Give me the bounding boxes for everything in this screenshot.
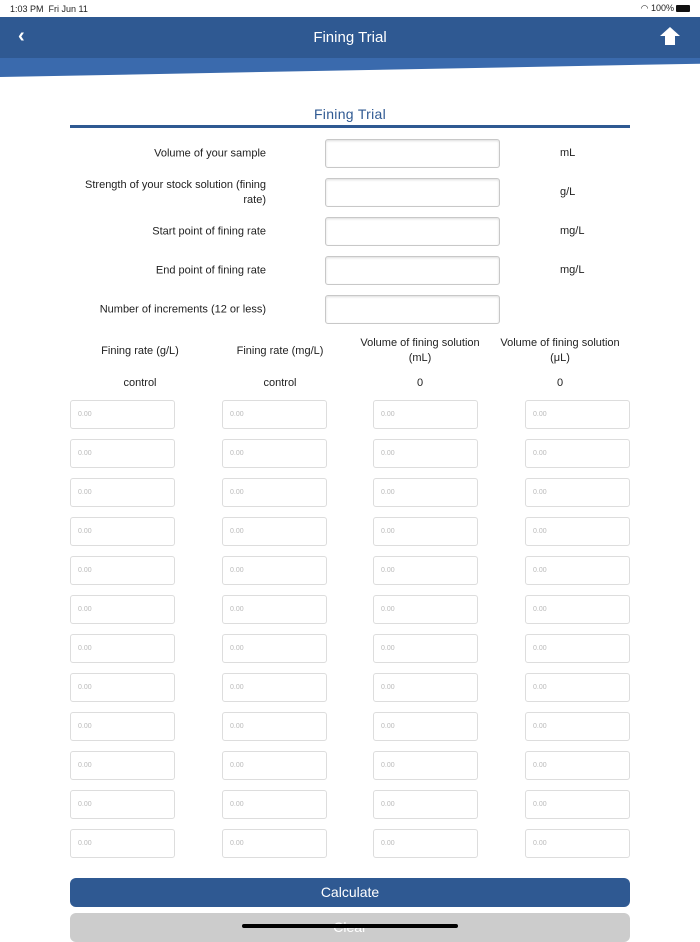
result-cell[interactable]: 0.00 (373, 478, 478, 507)
field-unit: mg/L (560, 225, 585, 237)
control-value: control (263, 377, 297, 389)
header-band (0, 58, 700, 77)
result-cell[interactable]: 0.00 (222, 556, 327, 585)
field-unit: mL (560, 147, 576, 159)
back-button[interactable]: ‹ (18, 25, 25, 47)
field-unit: mg/L (560, 264, 585, 276)
home-icon[interactable] (660, 27, 680, 45)
result-cell[interactable]: 0.00 (373, 751, 478, 780)
result-cell[interactable]: 0.00 (70, 478, 175, 507)
section-title: Fining Trial (313, 106, 387, 122)
result-cell[interactable]: 0.00 (222, 400, 327, 429)
calculate-button[interactable]: Calculate (70, 878, 630, 907)
result-cell[interactable]: 0.00 (525, 712, 630, 741)
control-value: control (123, 377, 157, 389)
result-cell[interactable]: 0.00 (222, 829, 327, 858)
result-cell[interactable]: 0.00 (70, 634, 175, 663)
result-cell[interactable]: 0.00 (70, 790, 175, 819)
result-cell[interactable]: 0.00 (525, 556, 630, 585)
result-cell[interactable]: 0.00 (222, 673, 327, 702)
field-input[interactable] (325, 139, 500, 168)
field-label: End point of fining rate (155, 264, 266, 276)
result-cell[interactable]: 0.00 (222, 517, 327, 546)
result-cell[interactable]: 0.00 (70, 751, 175, 780)
result-cell[interactable]: 0.00 (222, 439, 327, 468)
wifi-icon: ◠ (640, 3, 649, 13)
result-cell[interactable]: 0.00 (70, 673, 175, 702)
result-cell[interactable]: 0.00 (525, 673, 630, 702)
field-input[interactable] (325, 178, 500, 207)
form-row (0, 178, 700, 207)
result-cell[interactable]: 0.00 (373, 517, 478, 546)
field-input[interactable] (325, 256, 500, 285)
battery-icon (676, 5, 690, 12)
result-cell[interactable]: 0.00 (222, 634, 327, 663)
control-value: 0 (416, 377, 424, 389)
result-cell[interactable]: 0.00 (222, 478, 327, 507)
field-unit: g/L (560, 186, 576, 198)
form-row (0, 139, 700, 168)
field-input[interactable] (325, 217, 500, 246)
result-cell[interactable]: 0.00 (373, 673, 478, 702)
battery-percent: 100% (650, 3, 674, 13)
result-cell[interactable]: 0.00 (222, 595, 327, 624)
result-cell[interactable]: 0.00 (373, 439, 478, 468)
result-cell[interactable]: 0.00 (525, 478, 630, 507)
result-cell[interactable]: 0.00 (525, 751, 630, 780)
result-cell[interactable]: 0.00 (70, 829, 175, 858)
result-cell[interactable]: 0.00 (373, 400, 478, 429)
control-value: 0 (556, 377, 564, 389)
column-header: Fining rate (mg/L) (236, 345, 324, 357)
field-label: Volume of your sample (154, 147, 266, 159)
status-date: Fri Jun 11 (48, 3, 88, 14)
column-header: Volume of fining solution (mL) (360, 337, 480, 364)
result-cell[interactable]: 0.00 (525, 829, 630, 858)
result-cell[interactable]: 0.00 (70, 400, 175, 429)
result-cell[interactable]: 0.00 (70, 517, 175, 546)
result-cell[interactable]: 0.00 (525, 790, 630, 819)
nav-title: Fining Trial (313, 29, 387, 46)
result-cell[interactable]: 0.00 (373, 712, 478, 741)
result-cell[interactable]: 0.00 (222, 790, 327, 819)
field-label: Number of increments (12 or less) (99, 303, 266, 315)
result-cell[interactable]: 0.00 (373, 790, 478, 819)
result-cell[interactable]: 0.00 (525, 517, 630, 546)
result-cell[interactable]: 0.00 (222, 751, 327, 780)
column-header: Volume of fining solution (μL) (500, 337, 620, 364)
column-header: Fining rate (g/L) (101, 345, 179, 357)
field-label: Strength of your stock solution (fining rate) (85, 178, 266, 206)
result-cell[interactable]: 0.00 (373, 829, 478, 858)
result-cell[interactable]: 0.00 (525, 595, 630, 624)
result-cell[interactable]: 0.00 (373, 556, 478, 585)
result-cell[interactable]: 0.00 (525, 439, 630, 468)
status-time: 1:03 PM (10, 3, 44, 14)
home-indicator (242, 924, 458, 928)
result-cell[interactable]: 0.00 (373, 595, 478, 624)
result-cell[interactable]: 0.00 (70, 595, 175, 624)
section-divider (70, 125, 630, 128)
result-cell[interactable]: 0.00 (70, 439, 175, 468)
result-cell[interactable]: 0.00 (525, 400, 630, 429)
result-cell[interactable]: 0.00 (525, 634, 630, 663)
field-label: Start point of fining rate (152, 225, 266, 237)
result-cell[interactable]: 0.00 (70, 712, 175, 741)
result-cell[interactable]: 0.00 (373, 634, 478, 663)
nav-bar (0, 17, 700, 58)
result-cell[interactable]: 0.00 (222, 712, 327, 741)
form-row (0, 256, 700, 285)
result-cell[interactable]: 0.00 (70, 556, 175, 585)
status-bar (0, 0, 700, 17)
form-row (0, 217, 700, 246)
form-row (0, 295, 700, 324)
field-input[interactable] (325, 295, 500, 324)
